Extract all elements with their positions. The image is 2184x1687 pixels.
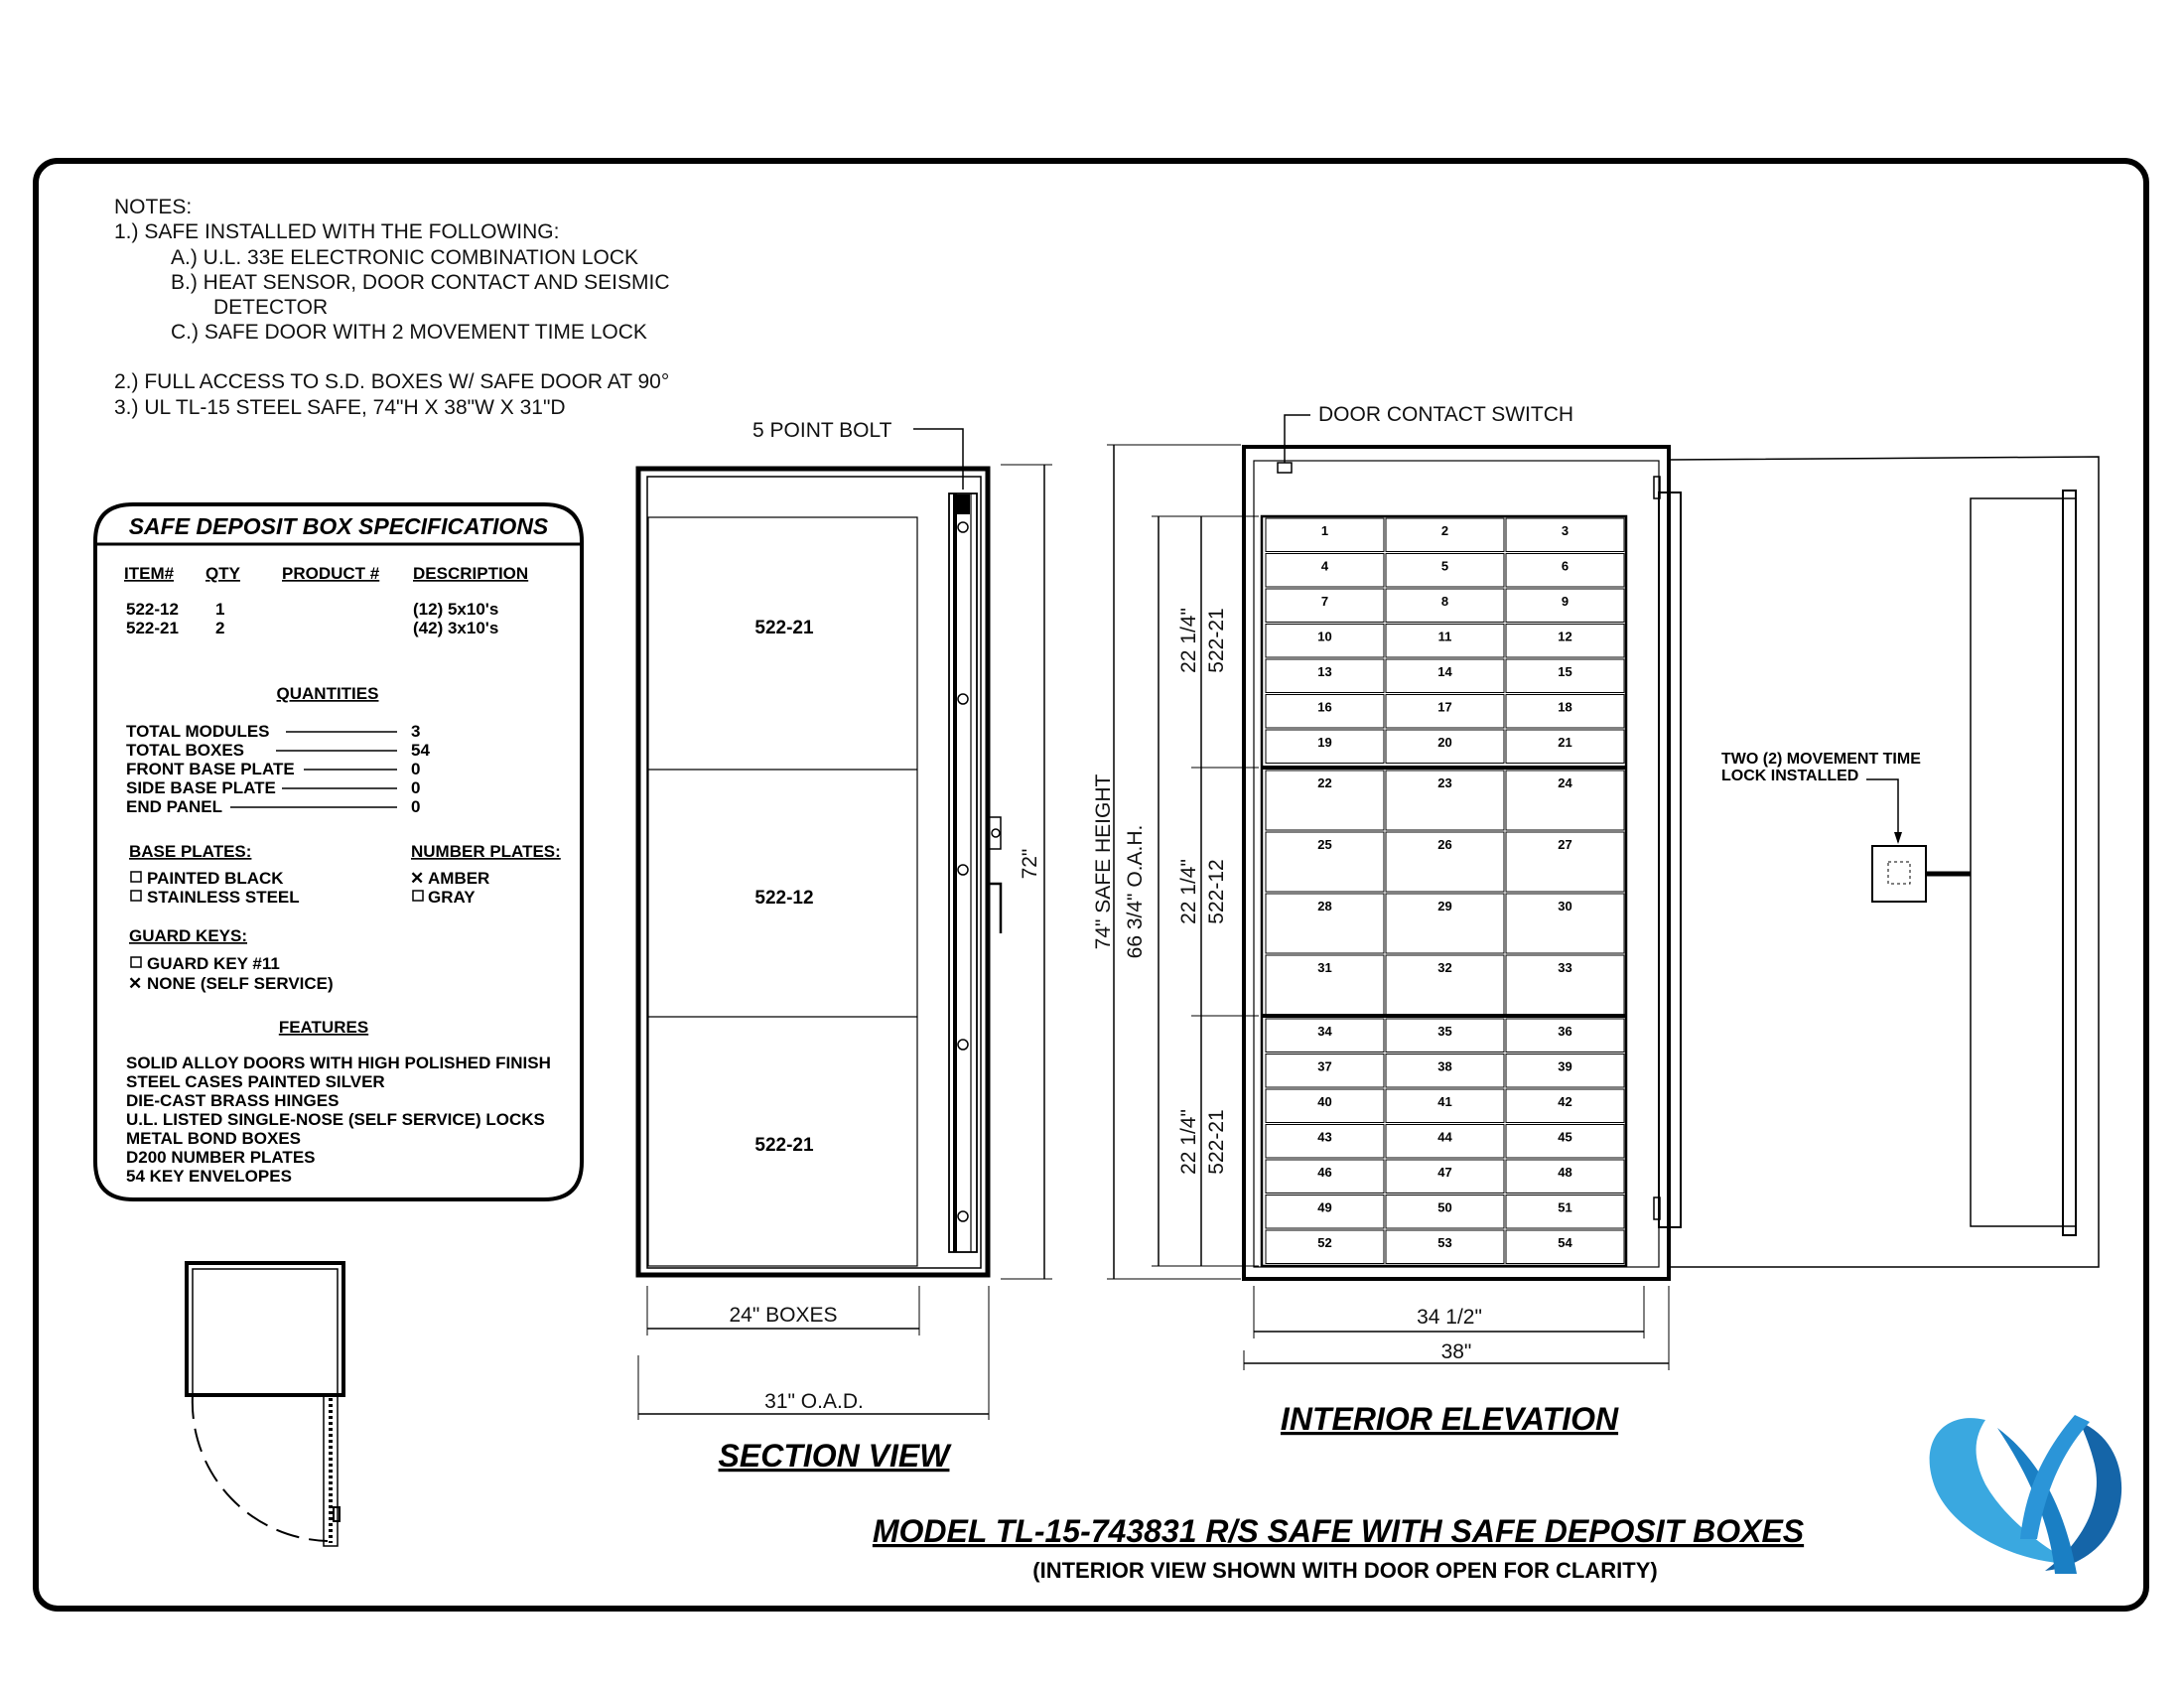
interior-elevation — [1092, 403, 2099, 1437]
time-lock-icon — [1872, 846, 1926, 902]
note-3: 3.) UL TL-15 STEEL SAFE, 74"H X 38"W X 31"D — [114, 396, 566, 419]
box-number: 10 — [1317, 629, 1332, 644]
section-view — [638, 419, 1052, 1474]
box-number: 50 — [1437, 1199, 1452, 1215]
row1-item: 522-12 — [126, 600, 179, 619]
bolt-label: 5 POINT BOLT — [752, 419, 892, 442]
box-number: 14 — [1437, 664, 1452, 679]
box-number: 15 — [1558, 664, 1572, 679]
box-number: 44 — [1437, 1129, 1452, 1145]
box-number: 34 — [1317, 1024, 1332, 1039]
spec-title: SAFE DEPOSIT BOX SPECIFICATIONS — [128, 513, 549, 539]
box-number: 23 — [1437, 775, 1452, 790]
box-number: 11 — [1437, 629, 1452, 644]
box-number: 17 — [1437, 699, 1452, 715]
section-module-bot: 522-21 — [754, 1135, 814, 1156]
box-number: 7 — [1320, 594, 1329, 609]
door-switch-icon — [1278, 463, 1292, 473]
feature-0: SOLID ALLOY DOORS WITH HIGH POLISHED FINISH — [126, 1054, 551, 1072]
row2-item: 522-21 — [126, 619, 179, 637]
gk-11-checkbox — [131, 957, 141, 967]
feature-2: DIE-CAST BRASS HINGES — [126, 1091, 340, 1110]
box-number: 3 — [1561, 523, 1570, 538]
box-number: 8 — [1440, 594, 1449, 609]
box-number: 9 — [1561, 594, 1570, 609]
box-number: 38 — [1437, 1058, 1452, 1074]
qty-label-2: FRONT BASE PLATE — [126, 760, 295, 778]
qty-value-4: 0 — [411, 797, 421, 816]
box-number: 26 — [1437, 837, 1452, 852]
feature-4: METAL BOND BOXES — [126, 1129, 301, 1148]
qty-label-3: SIDE BASE PLATE — [126, 778, 276, 797]
feature-5: D200 NUMBER PLATES — [126, 1148, 316, 1167]
base-steel-checkbox — [131, 891, 141, 901]
box-number: 53 — [1437, 1235, 1452, 1250]
note-2: 2.) FULL ACCESS TO S.D. BOXES W/ SAFE DOOR AT 90° — [114, 370, 670, 393]
model-subtitle: (INTERIOR VIEW SHOWN WITH DOOR OPEN FOR CLARITY) — [1032, 1558, 1658, 1583]
box-number: 45 — [1558, 1129, 1572, 1145]
qty-value-2: 0 — [411, 760, 421, 778]
box-number: 33 — [1558, 960, 1572, 975]
section-view-title: SECTION VIEW — [718, 1438, 950, 1474]
module-c: 522-21 — [1205, 1109, 1228, 1175]
box-number: 21 — [1558, 735, 1572, 750]
base-plates-title: BASE PLATES: — [129, 842, 252, 861]
section-oad-dim: 31" O.A.D. — [764, 1390, 864, 1413]
qty-label-0: TOTAL MODULES — [126, 722, 270, 741]
note-1b-cont: DETECTOR — [213, 296, 329, 319]
note-1b: B.) HEAT SENSOR, DOOR CONTACT AND SEISMIC — [171, 271, 670, 294]
box-number: 42 — [1558, 1094, 1572, 1109]
box-number: 48 — [1558, 1165, 1572, 1180]
box-grid — [1266, 518, 1624, 1264]
note-1a: A.) U.L. 33E ELECTRONIC COMBINATION LOCK — [171, 246, 639, 269]
box-number: 13 — [1317, 664, 1332, 679]
gk-none: NONE (SELF SERVICE) — [147, 974, 334, 993]
box-number: 29 — [1437, 899, 1452, 914]
number-plates-title: NUMBER PLATES: — [411, 842, 561, 861]
company-logo — [1930, 1415, 2122, 1574]
col-qty: QTY — [205, 564, 240, 583]
feature-6: 54 KEY ENVELOPES — [126, 1167, 292, 1186]
col-desc: DESCRIPTION — [413, 564, 529, 583]
gk-11: GUARD KEY #11 — [147, 954, 280, 973]
note-1: 1.) SAFE INSTALLED WITH THE FOLLOWING: — [114, 220, 560, 243]
box-number: 39 — [1558, 1058, 1572, 1074]
timelock-label-2: LOCK INSTALLED — [1721, 768, 1859, 784]
box-number: 5 — [1440, 558, 1449, 574]
box-number: 30 — [1558, 899, 1572, 914]
spec-box — [95, 504, 582, 1199]
box-number: 28 — [1317, 899, 1332, 914]
notes-heading: NOTES: — [114, 196, 193, 218]
bolt-points — [958, 522, 968, 1221]
box-number: 54 — [1558, 1235, 1572, 1250]
box-number: 32 — [1437, 960, 1452, 975]
np-amber: AMBER — [428, 869, 490, 888]
box-number: 51 — [1558, 1199, 1572, 1215]
notes-block — [114, 196, 670, 419]
box-number: 6 — [1561, 558, 1570, 574]
col-product: PRODUCT # — [282, 564, 380, 583]
box-number: 46 — [1317, 1165, 1332, 1180]
box-number: 37 — [1317, 1058, 1332, 1074]
section-height: 72" — [1019, 848, 1041, 880]
qty-value-0: 3 — [411, 722, 421, 741]
inner-width-dim: 34 1/2" — [1417, 1306, 1482, 1329]
qty-value-3: 0 — [411, 778, 421, 797]
box-number: 41 — [1437, 1094, 1452, 1109]
feature-1: STEEL CASES PAINTED SILVER — [126, 1072, 385, 1091]
section-module-mid: 522-12 — [754, 888, 814, 909]
box-number: 49 — [1317, 1199, 1332, 1215]
box-number: 35 — [1437, 1024, 1452, 1039]
qty-label-1: TOTAL BOXES — [126, 741, 245, 760]
base-black: PAINTED BLACK — [147, 869, 284, 888]
box-number: 52 — [1317, 1235, 1332, 1250]
base-steel: STAINLESS STEEL — [147, 888, 300, 907]
dim-c: 22 1/4" — [1177, 1109, 1200, 1175]
box-number: 25 — [1317, 837, 1332, 852]
box-number: 43 — [1317, 1129, 1332, 1145]
box-number: 16 — [1317, 699, 1332, 715]
row1-desc: (12) 5x10's — [413, 600, 499, 619]
plan-sketch — [187, 1263, 343, 1546]
box-number: 36 — [1558, 1024, 1572, 1039]
dim-a: 22 1/4" — [1177, 608, 1200, 673]
oah-dim: 66 3/4" O.A.H. — [1124, 824, 1147, 959]
col-item: ITEM# — [124, 564, 175, 583]
row2-desc: (42) 3x10's — [413, 619, 499, 637]
module-a: 522-21 — [1205, 608, 1228, 673]
qty-value-1: 54 — [411, 741, 430, 760]
box-number: 27 — [1558, 837, 1572, 852]
np-amber-check-icon: ✕ — [410, 869, 425, 888]
timelock-label: TWO (2) MOVEMENT TIME — [1721, 751, 1921, 768]
box-number: 2 — [1440, 523, 1449, 538]
section-module-top: 522-21 — [754, 618, 814, 638]
box-number: 20 — [1437, 735, 1452, 750]
outer-width-dim: 38" — [1440, 1340, 1472, 1363]
box-number: 18 — [1558, 699, 1572, 715]
box-number: 1 — [1320, 523, 1329, 538]
box-number: 47 — [1437, 1165, 1452, 1180]
box-number: 24 — [1558, 775, 1572, 790]
qty-label-4: END PANEL — [126, 797, 222, 816]
base-black-checkbox — [131, 872, 141, 882]
interior-elevation-title: INTERIOR ELEVATION — [1280, 1401, 1619, 1437]
row1-qty: 1 — [215, 600, 225, 619]
quantities-title: QUANTITIES — [276, 684, 379, 703]
safe-height-dim: 74" SAFE HEIGHT — [1092, 773, 1115, 950]
dim-b: 22 1/4" — [1177, 859, 1200, 924]
section-boxes-dim: 24" BOXES — [729, 1304, 838, 1327]
model-title: MODEL TL-15-743831 R/S SAFE WITH SAFE DEPOSIT BOXES — [872, 1513, 1805, 1549]
np-gray: GRAY — [428, 888, 476, 907]
features-title: FEATURES — [278, 1018, 369, 1037]
door-switch-label: DOOR CONTACT SWITCH — [1318, 403, 1574, 426]
note-1c: C.) SAFE DOOR WITH 2 MOVEMENT TIME LOCK — [171, 321, 647, 344]
row2-qty: 2 — [215, 619, 225, 637]
box-number: 40 — [1317, 1094, 1332, 1109]
box-number: 19 — [1317, 735, 1332, 750]
gk-none-check-icon: ✕ — [128, 974, 143, 993]
module-b: 522-12 — [1205, 859, 1228, 924]
box-number: 31 — [1317, 960, 1332, 975]
np-gray-checkbox — [413, 891, 423, 901]
box-number: 22 — [1317, 775, 1332, 790]
box-number: 4 — [1320, 558, 1329, 574]
feature-3: U.L. LISTED SINGLE-NOSE (SELF SERVICE) LOCKS — [126, 1110, 545, 1129]
box-number: 12 — [1558, 629, 1572, 644]
guard-keys-title: GUARD KEYS: — [129, 926, 248, 945]
